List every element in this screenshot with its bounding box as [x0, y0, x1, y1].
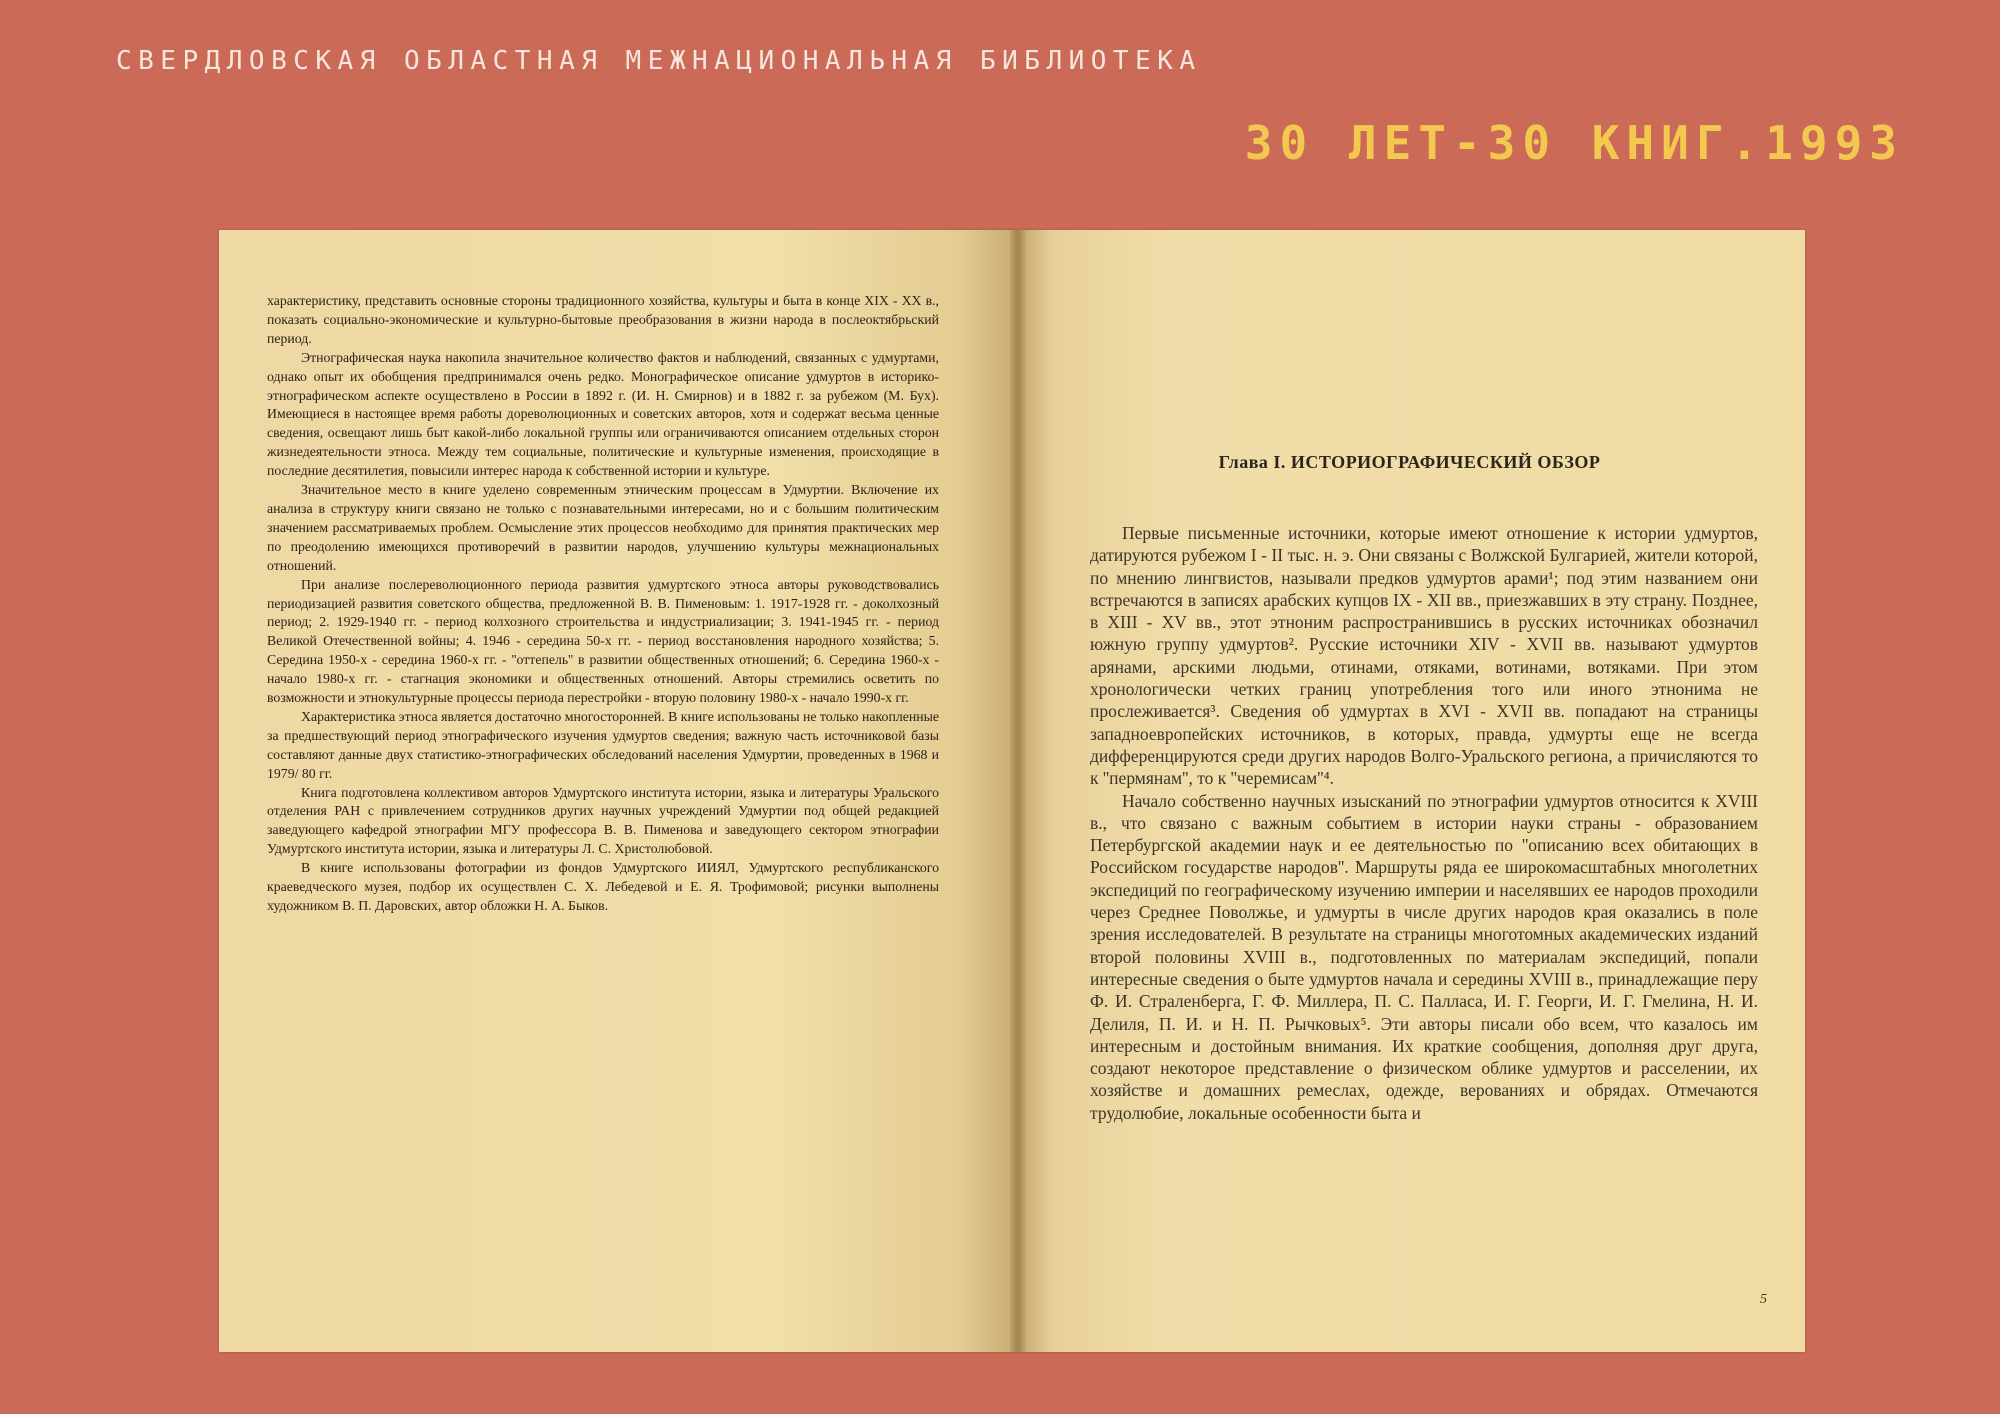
- left-paragraph: Книга подготовлена коллективом авторов Удмуртского института истории, языка и литературы Уральского отделения РАН с привлечением сотрудников других научных учреждений Удмуртии под общей редакцией заведующего кафедрой этнографии МГУ профессора В. В. Пименова и заведующего сектором этнографии Удмуртского института истории, языка и литературы Л. С. Христолюбовой.: [267, 784, 939, 857]
- series-title: 30 ЛЕТ-30 КНИГ.1993: [1244, 116, 1904, 170]
- book-gutter: [1010, 230, 1026, 1352]
- right-paragraph: Первые письменные источники, которые имеют отношение к истории удмуртов, датируются рубежом I - II тыс. н. э. Они связаны с Волжской Булгарией, жители которой, по мнению лингвистов, называли предков удмуртов арами¹; под этим названием они встречаются в записях арабских купцов IX - XII вв., приезжавших в эту страну. Позднее, в XIII - XV вв., этот этноним распространившись в русских источниках обозначил южную группу удмуртов². Русские источники XIV - XVII вв. называют удмуртов арянами, арскими людьми, отинами, отяками, вотинами, вотяками. При этом хронологически четких границ употребления того или иного этнонима не прослеживается³. Сведения об удмуртах в XVI - XVII вв. попадают на страницы западноевропейских источников, в которых, правда, удмурты еще не всегда дифференцируются среди других народов Волго-Уральского региона, а причисляются то к ''пермянам'', то к ''черемисам''⁴.: [1090, 523, 1758, 789]
- right-page: [1014, 230, 1805, 1352]
- organization-title: СВЕРДЛОВСКАЯ ОБЛАСТНАЯ МЕЖНАЦИОНАЛЬНАЯ БИБЛИОТЕКА: [116, 46, 1202, 76]
- left-paragraph: Этнографическая наука накопила значительное количество фактов и наблюдений, связанных с удмуртами, однако опыт их обобщения предпринимался очень редко. Монографическое описание удмуртов в историко-этнографическом аспекте осуществлено в России в 1892 г. (И. Н. Смирнов) и в 1882 г. за рубежом (М. Бух). Имеющиеся в настоящее время работы дореволюционных и советских авторов, хотя и содержат весьма ценные сведения, освещают лишь быт какой-либо локальной группы или ограничиваются описанием отдельных сторон жизнедеятельности этноса. Между тем социальные, политические и культурные изменения, происходящие в последние десятилетия, повысили интерес народа к собственной истории и культуре.: [267, 349, 939, 479]
- left-paragraph: При анализе послереволюционного периода развития удмуртского этноса авторы руководствовались периодизацией развития советского общества, предложенной В. В. Пименовым: 1. 1917-1928 гг. - доколхозный период; 2. 1929-1940 гг. - период колхозного строительства и индустриализации; 3. 1941-1945 гг. - период Великой Отечественной войны; 4. 1946 - середина 50-х гг. - период восстановления народного хозяйства; 5. Середина 1950-х - середина 1960-х гг. - ''оттепель'' в развитии общественных отношений; 6. Середина 1960-х - начало 1980-х гг. - стагнация экономики и общественных отношений. Авторы стремились осветить по возможности и этнокультурные процессы периода перестройки - вторую половину 1980-х - начало 1990-х гг.: [267, 576, 939, 706]
- left-paragraph: Значительное место в книге уделено современным этническим процессам в Удмуртии. Включение их анализа в структуру книги связано не только с познавательными интересами, но и с большим политическим значением рассматриваемых проблем. Осмысление этих процессов необходимо для принятия практических мер по преодолению имеющихся противоречий в развитии народов, улучшению культуры межнациональных отношений.: [267, 482, 939, 573]
- left-page: [219, 230, 1014, 1352]
- left-paragraph: Характеристика этноса является достаточно многосторонней. В книге использованы не только накопленные за предшествующий период этнографического изучения удмуртов сведения; важную часть источниковой базы составляют данные двух статистико-этнографических обследований населения Удмуртии, проведенных в 1968 и 1979/ 80 гг.: [267, 708, 939, 781]
- book-spread: [219, 230, 1805, 1352]
- left-paragraph: характеристику, представить основные стороны традиционного хозяйства, культуры и быта в конце XIX - XX в., показать социально-экономические и культурно-бытовые преобразования в жизни народа в послеоктябрьский период.: [267, 293, 939, 346]
- left-paragraph: В книге использованы фотографии из фондов Удмуртского ИИЯЛ, Удмуртского республиканского краеведческого музея, подбор их осуществлен С. Х. Лебедевой и Е. Я. Трофимовой; рисунки выполнены художником В. П. Даровских, автор обложки Н. А. Быков.: [267, 860, 939, 913]
- chapter-title: Глава I. ИСТОРИОГРАФИЧЕСКИЙ ОБЗОР: [1218, 452, 1601, 472]
- right-page-text: [1090, 522, 1758, 1124]
- right-paragraph: Начало собственно научных изысканий по этнографии удмуртов относится к XVIII в., что связано с важным событием в истории науки страны - образованием Петербургской академии наук и ее деятельностью по ''описанию всех обитающих в Российском государстве народов''. Маршруты ряда ее широкомасштабных многолетних экспедиций по географическому изучению империи и населявших ее народов проходили через Среднее Поволжье, и удмурты в числе других народов края оказались в поле зрения исследователей. В результате на страницы многотомных академических изданий второй половины XVIII в., подготовленных по материалам экспедиций, попали интересные сведения о быте удмуртов начала и середины XVIII в., принадлежащие перу Ф. И. Страленберга, Г. Ф. Миллера, П. С. Палласа, И. Г. Георги, И. Г. Гмелина, Н. И. Делиля, П. И. и Н. П. Рычковых⁵. Эти авторы писали обо всем, что казалось им интересным и достойным внимания. Их краткие сообщения, дополняя друг друга, создают некоторое представление о физическом облике удмуртов и расселении, их хозяйстве и домашних ремеслах, одежде, верованиях и обрядах. Отмечаются трудолюбие, локальные особенности быта и: [1090, 790, 1758, 1123]
- page-number: 5: [1760, 1292, 1767, 1307]
- left-page-text: [267, 292, 939, 916]
